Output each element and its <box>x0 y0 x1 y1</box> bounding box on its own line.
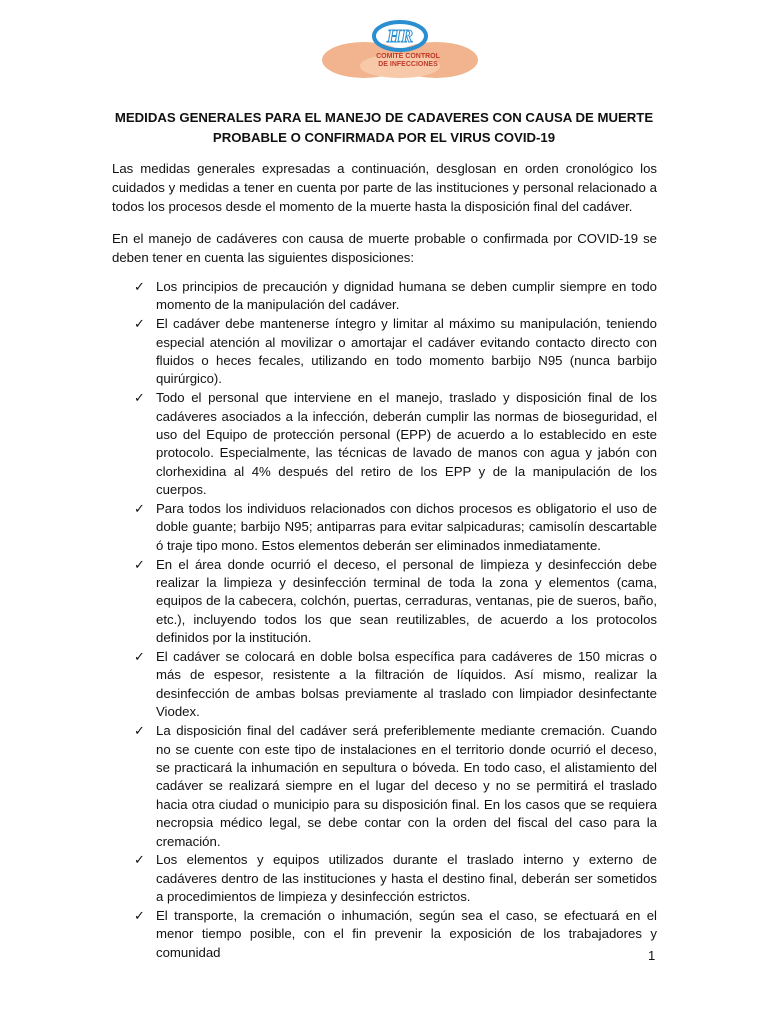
list-item-text: En el área donde ocurrió el deceso, el personal de limpieza y desinfección debe realizar la limpieza y desinfección terminal de toda la zona y elementos (cama, equipos de la cabecera, colchón, puertas, cerraduras, ventanas, pie de sueros, baño, etc.), incluyendo todos los que sean reutilizables, de acuerdo a los protocolos definidos por la institución. <box>156 556 657 646</box>
checkmark-icon: ✓ <box>134 556 145 572</box>
svg-text:COMITÉ CONTROL: COMITÉ CONTROL <box>376 53 440 60</box>
list-item <box>112 556 657 648</box>
list-item <box>112 278 657 315</box>
list-item <box>112 389 657 499</box>
list-item-text: La disposición final del cadáver será preferiblemente mediante cremación. Cuando no se cuente con este tipo de instalaciones en el territorio donde ocurrió el deceso, se practicará la inhumación en sepultura o bóveda. En todo caso, el alistamiento del cadáver se realizará siempre en el lugar del deceso y no se permitirá el traslado hacia otra ciudad o municipio para su disposición final. En los casos que se requiera necropsia médico legal, se debe contar con la orden del fiscal del caso para la cremación. <box>156 723 657 849</box>
checkmark-icon: ✓ <box>134 649 145 665</box>
list-item <box>112 500 657 555</box>
svg-text:DE INFECCIONES: DE INFECCIONES <box>378 61 438 68</box>
checkmark-icon: ✓ <box>134 501 145 517</box>
list-item-text: Los principios de precaución y dignidad humana se deben cumplir siempre en todo momento de la manipulación del cadáver. <box>156 279 657 313</box>
list-item <box>112 907 657 962</box>
list-item-text: Para todos los individuos relacionados con dichos procesos es obligatorio el uso de doble guante; barbijo N95; antiparras para evitar salpicaduras; camisolín descartable ó traje tipo mono. Estos elementos deberán ser eliminados inmediatamente. <box>156 501 657 553</box>
svg-text:HR: HR <box>386 26 414 46</box>
checkmark-icon: ✓ <box>134 907 145 923</box>
committee-logo <box>320 14 480 82</box>
list-item-text: El cadáver se colocará en doble bolsa específica para cadáveres de 150 micras o más de espesor, resistente a la filtración de líquidos. Así mismo, realizar la desinfección de ambas bolsas previamente al traslado con limpiador desinfectante Viodex. <box>156 649 657 720</box>
list-item <box>112 722 657 851</box>
intro-paragraph-1: Las medidas generales expresadas a continuación, desglosan en orden cronológico los cuidados y medidas a tener en cuenta por parte de las instituciones y personal relacionado a todos los procesos desde el momento de la muerte hasta la disposición final del cadáver. <box>112 161 657 214</box>
list-item-text: El cadáver debe mantenerse íntegro y limitar al máximo su manipulación, teniendo especial atención al movilizar o amortajar el cadáver evitando contacto directo con fluidos o heces fecales, utilizando en todo momento barbijo N95 (nunca barbijo quirúrgico). <box>156 316 657 387</box>
page-number: 1 <box>648 948 656 963</box>
list-item-text: El transporte, la cremación o inhumación, según sea el caso, se efectuará en el menor tiempo posible, con el fin prevenir la exposición de los trabajadores y comunidad <box>156 907 657 960</box>
checkmark-icon: ✓ <box>134 390 145 406</box>
disposiciones-list <box>112 278 657 963</box>
list-item <box>112 648 657 722</box>
list-item-text: Todo el personal que interviene en el manejo, traslado y disposición final de los cadáveres asociados a la infección, deberán cumplir las normas de bioseguridad, el uso del Equipo de protección personal (EPP) de acuerdo a lo establecido en este protocolo. Especialmente, las técnicas de lavado de manos con agua y jabón con clorhexidina al 4% después del retiro de los EPP y de la manipulación de los cuerpos. <box>156 390 657 498</box>
document-title: MEDIDAS GENERALES PARA EL MANEJO DE CADAVERES CON CAUSA DE MUERTE PROBABLE O CONFIRMADA POR EL VIRUS COVID-19 <box>114 110 654 145</box>
list-item <box>112 851 657 906</box>
list-item <box>112 315 657 389</box>
checkmark-icon: ✓ <box>134 279 145 294</box>
checkmark-icon: ✓ <box>134 316 145 332</box>
checkmark-icon: ✓ <box>134 723 145 739</box>
checkmark-icon: ✓ <box>134 852 145 868</box>
hands-logo-icon <box>320 14 480 82</box>
intro-paragraph-2: En el manejo de cadáveres con causa de muerte probable o confirmada por COVID-19 se deben tener en cuenta las siguientes disposiciones: <box>112 231 657 265</box>
list-item-text: Los elementos y equipos utilizados durante el traslado interno y externo de cadáveres dentro de las instituciones y hasta el destino final, deberán ser sometidos a procedimientos de limpieza y desinfección estrictos. <box>156 852 657 905</box>
